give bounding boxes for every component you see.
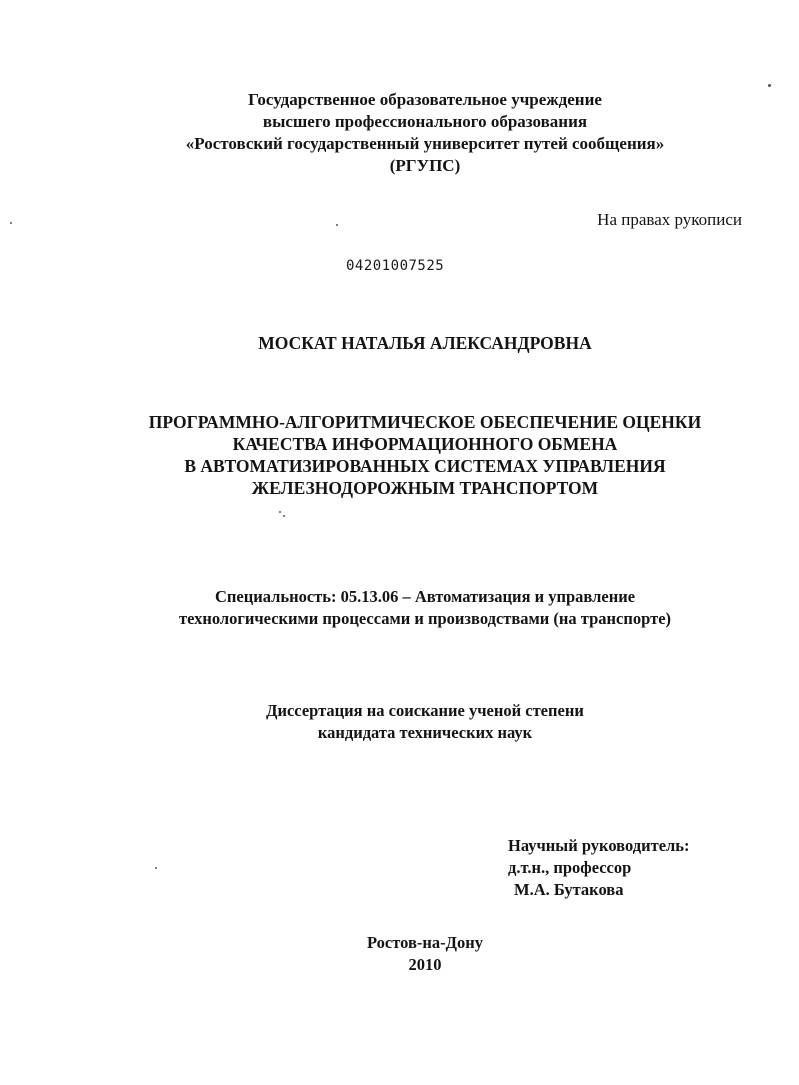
supervisor-block xyxy=(508,835,690,901)
scan-speck xyxy=(336,224,338,226)
institution-line: Государственное образовательное учреждение xyxy=(248,90,602,109)
supervisor-name: М.А. Бутакова xyxy=(514,880,624,899)
specialty-line: технологическими процессами и производствами (на транспорте) xyxy=(178,609,672,628)
institution-abbreviation: (РГУПС) xyxy=(389,156,461,175)
scan-speck xyxy=(768,84,771,87)
degree-statement xyxy=(100,700,750,744)
scan-speck xyxy=(279,511,281,513)
manuscript-note: На правах рукописи xyxy=(597,210,742,229)
author-name: МОСКАТ НАТАЛЬЯ АЛЕКСАНДРОВНА xyxy=(258,333,592,353)
institution-line: высшего профессионального образования xyxy=(262,112,588,131)
specialty xyxy=(80,586,770,630)
city: Ростов-на-Дону xyxy=(367,933,483,952)
thesis-title-line: В АВТОМАТИЗИРОВАННЫХ СИСТЕМАХ УПРАВЛЕНИЯ xyxy=(184,456,666,476)
place-and-year xyxy=(300,932,550,976)
supervisor-degree: д.т.н., профессор xyxy=(508,858,632,877)
scan-speck xyxy=(155,867,157,869)
document-number: 04201007525 xyxy=(346,258,445,274)
supervisor-label: Научный руководитель: xyxy=(508,836,690,855)
institution-header xyxy=(100,89,750,177)
thesis-title-line: ПРОГРАММНО-АЛГОРИТМИЧЕСКОЕ ОБЕСПЕЧЕНИЕ ОЦЕНКИ xyxy=(148,412,702,432)
scan-speck xyxy=(283,515,285,517)
institution-line: «Ростовский государственный университет путей сообщения» xyxy=(185,134,665,153)
specialty-line: Специальность: 05.13.06 – Автоматизация и управление xyxy=(214,587,636,606)
scan-speck xyxy=(10,222,12,224)
degree-statement-line: Диссертация на соискание ученой степени xyxy=(266,701,584,720)
year: 2010 xyxy=(408,955,442,974)
thesis-title-line: ЖЕЛЕЗНОДОРОЖНЫМ ТРАНСПОРТОМ xyxy=(251,478,599,498)
degree-statement-line: кандидата технических наук xyxy=(317,723,533,742)
thesis-title-line: КАЧЕСТВА ИНФОРМАЦИОННОГО ОБМЕНА xyxy=(232,434,618,454)
thesis-title xyxy=(90,411,760,499)
